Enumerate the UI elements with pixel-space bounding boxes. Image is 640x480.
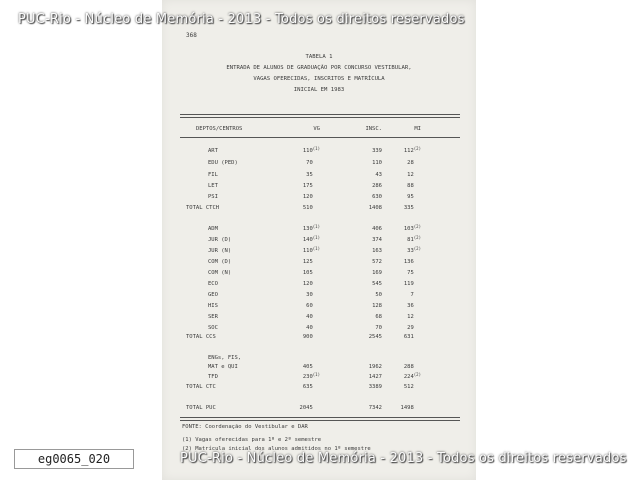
header-insc: INSC.	[365, 126, 382, 132]
mi-cell	[399, 290, 421, 300]
table-top-rule	[180, 114, 460, 115]
mi-value: 81	[407, 237, 414, 243]
mi-footnote-mark: (2)	[413, 235, 421, 240]
table-total-row	[162, 403, 476, 413]
vg-value: 120	[302, 194, 313, 200]
vg-cell	[280, 246, 320, 256]
vg-cell	[280, 372, 320, 382]
mi-value: 119	[403, 281, 414, 287]
vg-cell	[280, 403, 320, 413]
vg-value: 2045	[299, 405, 313, 411]
row-label: FIL	[208, 172, 218, 178]
table-header	[162, 124, 476, 134]
mi-footnote-mark: (2)	[413, 372, 421, 377]
row-label: COM (N)	[208, 270, 232, 276]
watermark-top: PUC-Rio - Núcleo de Memória - 2013 - Todos os direitos reservados	[18, 12, 465, 27]
mi-footnote-mark: (2)	[413, 246, 421, 251]
vg-cell	[280, 158, 320, 168]
vg-cell	[280, 170, 320, 180]
mi-footnote-mark: (2)	[413, 224, 421, 229]
insc-value: 68	[375, 314, 382, 320]
table-title-line: INICIAL EM 1983	[293, 87, 345, 93]
mi-cell	[399, 192, 421, 202]
vg-value: 35	[306, 172, 313, 178]
table-title-line: VAGAS OFERECIDAS, INSCRITOS E MATRÍCULA	[253, 76, 385, 82]
table-bottom-rule	[180, 420, 460, 421]
mi-value: 1498	[400, 405, 414, 411]
mi-cell	[399, 403, 421, 413]
table-row	[162, 170, 476, 180]
vg-value: 175	[302, 183, 313, 189]
mi-cell	[399, 268, 421, 278]
table-row	[162, 146, 476, 156]
row-label: SER	[208, 314, 218, 320]
header-deptos: DEPTOS/CENTROS	[196, 126, 243, 132]
mi-value: 103	[403, 226, 414, 232]
row-label: ADM	[208, 226, 218, 232]
insc-value: 110	[372, 160, 382, 166]
mi-value: 335	[403, 205, 414, 211]
table-row	[162, 362, 476, 372]
mi-value: 29	[407, 325, 414, 331]
insc-value: 2545	[368, 334, 382, 340]
table-title-line: ENTRADA DE ALUNOS DE GRADUAÇÃO POR CONCURSO VESTIBULAR,	[226, 65, 412, 71]
mi-value: 12	[407, 314, 414, 320]
mi-value: 36	[407, 303, 414, 309]
mi-value: 28	[407, 160, 414, 166]
vg-cell	[280, 362, 320, 372]
row-label: HIS	[208, 303, 218, 309]
row-label: TOTAL CCS	[186, 334, 216, 340]
row-label: JUR (N)	[208, 248, 232, 254]
insc-value: 374	[372, 237, 382, 243]
table-row	[162, 257, 476, 267]
vg-value: 120	[302, 281, 313, 287]
row-label: SOC	[208, 325, 218, 331]
mi-value: 136	[403, 259, 414, 265]
table-bottom-rule	[180, 417, 460, 418]
table-row	[162, 235, 476, 245]
mi-value: 95	[407, 194, 414, 200]
vg-value: 510	[302, 205, 313, 211]
vg-value: 40	[306, 314, 313, 320]
row-label: TOTAL PUC	[186, 405, 216, 411]
row-label: ECO	[208, 281, 218, 287]
mi-value: 631	[403, 334, 414, 340]
vg-value: 110	[302, 248, 313, 254]
mi-cell	[399, 362, 421, 372]
table-row	[162, 224, 476, 234]
mi-cell	[399, 170, 421, 180]
vg-cell	[280, 235, 320, 245]
insc-value: 1408	[368, 205, 382, 211]
table-row	[162, 268, 476, 278]
table-row	[162, 312, 476, 322]
table-row	[162, 301, 476, 311]
vg-footnote-mark: (1)	[312, 246, 320, 251]
vg-cell	[280, 382, 320, 392]
mi-cell	[399, 332, 421, 342]
row-label: JUR (D)	[208, 237, 232, 243]
mi-cell	[399, 372, 421, 382]
vg-value: 105	[302, 270, 313, 276]
row-label: ART	[208, 148, 218, 154]
table-row	[162, 192, 476, 202]
table-top-rule	[180, 117, 460, 118]
vg-value: 900	[302, 334, 313, 340]
table-row	[162, 181, 476, 191]
insc-value: 163	[372, 248, 382, 254]
insc-value: 43	[375, 172, 382, 178]
mi-cell	[399, 224, 421, 234]
vg-value: 40	[306, 325, 313, 331]
insc-value: 1962	[368, 364, 382, 370]
vg-value: 110	[302, 148, 313, 154]
mi-value: 112	[403, 148, 414, 154]
insc-value: 630	[372, 194, 382, 200]
row-label: COM (D)	[208, 259, 232, 265]
vg-value: 635	[302, 384, 313, 390]
mi-value: 224	[403, 374, 414, 380]
table-total-row	[162, 203, 476, 213]
vg-value: 60	[306, 303, 313, 309]
vg-value: 140	[302, 237, 313, 243]
vg-value: 405	[302, 364, 313, 370]
vg-cell	[280, 290, 320, 300]
mi-value: 88	[407, 183, 414, 189]
footnote-1: (1) Vagas oferecidas para 1º e 2º semestre	[182, 437, 322, 443]
vg-cell	[280, 224, 320, 234]
insc-value: 1427	[368, 374, 382, 380]
insc-value: 406	[372, 226, 382, 232]
mi-cell	[399, 158, 421, 168]
vg-cell	[280, 268, 320, 278]
header-vg: VG	[313, 126, 320, 132]
mi-value: 288	[403, 364, 414, 370]
vg-value: 125	[302, 259, 313, 265]
header-mi: MI	[414, 126, 421, 132]
mi-cell	[399, 181, 421, 191]
watermark-bottom: PUC-Rio - Núcleo de Memória - 2013 - Todos os direitos reservados	[180, 451, 627, 466]
vg-footnote-mark: (1)	[312, 224, 320, 229]
table-source: FONTE: Coordenação do Vestibular e DAR	[182, 424, 308, 430]
row-label: EDU (PED)	[208, 160, 238, 166]
row-label: LET	[208, 183, 218, 189]
mi-cell	[399, 203, 421, 213]
image-id-label: eg0065_020	[14, 449, 134, 469]
insc-value: 572	[372, 259, 382, 265]
row-label: MAT e QUI	[208, 364, 238, 370]
mi-value: 33	[407, 248, 414, 254]
mi-footnote-mark: (2)	[413, 146, 421, 151]
mi-cell	[399, 279, 421, 289]
insc-value: 7342	[368, 405, 382, 411]
mi-value: 12	[407, 172, 414, 178]
vg-cell	[280, 146, 320, 156]
table-row	[162, 158, 476, 168]
insc-value: 128	[372, 303, 382, 309]
vg-cell	[280, 332, 320, 342]
table-total-row	[162, 382, 476, 392]
vg-cell	[280, 312, 320, 322]
mi-cell	[399, 146, 421, 156]
footnote-2: (2) Matrícula inicial dos alunos admitidos no 1º semestre	[182, 446, 371, 452]
vg-cell	[280, 279, 320, 289]
insc-value: 339	[372, 148, 382, 154]
table-row	[162, 246, 476, 256]
vg-footnote-mark: (1)	[312, 372, 320, 377]
vg-footnote-mark: (1)	[312, 146, 320, 151]
mi-cell	[399, 312, 421, 322]
header-rule	[180, 137, 460, 138]
insc-value: 545	[372, 281, 382, 287]
vg-cell	[280, 203, 320, 213]
mi-cell	[399, 301, 421, 311]
mi-value: 75	[407, 270, 414, 276]
page-number: 368	[186, 32, 197, 39]
insc-value: 50	[375, 292, 382, 298]
vg-value: 70	[306, 160, 313, 166]
row-label: GEO	[208, 292, 218, 298]
row-label: PSI	[208, 194, 218, 200]
mi-cell	[399, 382, 421, 392]
insc-value: 286	[372, 183, 382, 189]
vg-cell	[280, 301, 320, 311]
table-row	[162, 279, 476, 289]
vg-cell	[280, 257, 320, 267]
row-label: TOTAL CTC	[186, 384, 216, 390]
mi-cell	[399, 235, 421, 245]
insc-value: 70	[375, 325, 382, 331]
mi-value: 512	[403, 384, 414, 390]
document-page	[162, 0, 476, 480]
vg-value: 230	[302, 374, 313, 380]
row-label: TFD	[208, 374, 218, 380]
vg-value: 130	[302, 226, 313, 232]
table-total-row	[162, 332, 476, 342]
vg-value: 30	[306, 292, 313, 298]
vg-cell	[280, 181, 320, 191]
mi-cell	[399, 257, 421, 267]
mi-cell	[399, 246, 421, 256]
table-row	[162, 372, 476, 382]
insc-value: 169	[372, 270, 382, 276]
vg-cell	[280, 192, 320, 202]
row-label: ENGs, FIS,	[208, 355, 242, 361]
table-row	[162, 290, 476, 300]
table-title: TABELA 1	[305, 54, 333, 60]
vg-footnote-mark: (1)	[312, 235, 320, 240]
row-label: TOTAL CTCH	[186, 205, 220, 211]
mi-value: 7	[410, 292, 414, 298]
insc-value: 3389	[368, 384, 382, 390]
